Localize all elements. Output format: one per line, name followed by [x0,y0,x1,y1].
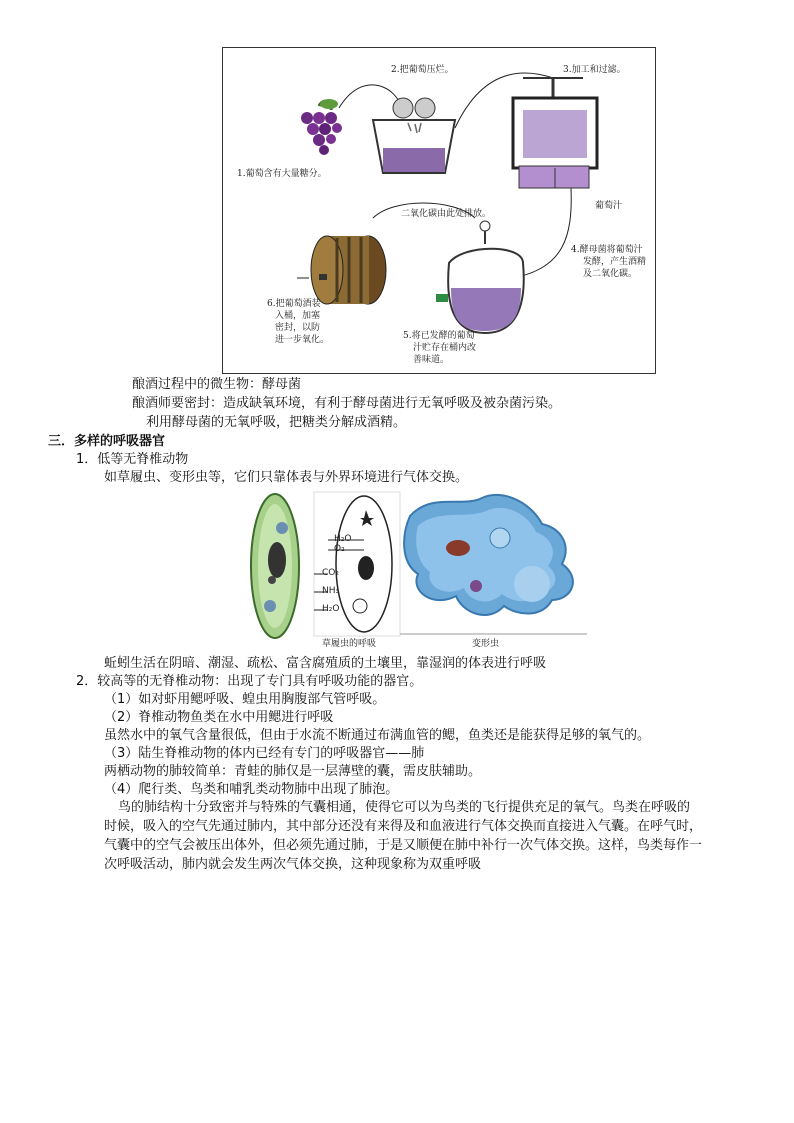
o2-label: O₂ [334,544,345,554]
step5-line1: 5.将已发酵的葡萄 [403,331,475,341]
step4-line3: 及二氧化碳。 [583,269,638,279]
step4-line1: 4.酵母菌将葡萄汁 [571,245,643,255]
yeast-line: 利用酵母菌的无氧呼吸，把糖类分解成酒精。 [146,415,407,430]
step3-caption: 3.加工和过滤。 [563,65,626,75]
h2o-label: H₂O [334,534,352,544]
protozoa-figure [242,488,587,648]
step1-caption: 1.葡萄含有大量糖分。 [237,169,327,179]
h2o-out-label: H₂O [322,604,340,614]
barrel-icon [311,236,386,304]
step6-line2: 入桶，加塞 [275,311,321,321]
amoeba-caption: 变形虫 [472,639,500,649]
sealing-line: 酿酒师要密封：造成缺氧环境，有利于酵母菌进行无氧呼吸及被杂菌污染。 [132,396,562,411]
subheading-2: 2．较高等的无脊椎动物：出现了专门具有呼吸功能的器官。 [76,674,423,689]
wine-press-icon [513,78,597,188]
winemaking-figure [222,47,656,374]
juice-caption: 葡萄汁 [595,201,623,211]
step4-line2: 发酵，产生酒精 [583,257,647,267]
co2-caption: 二氧化碳由此处排放。 [401,209,492,219]
paramecium-respiration-diagram [314,492,400,636]
step6-line4: 进一步氧化。 [275,335,330,345]
bird-para-line4: 次呼吸活动，肺内就会发生两次气体交换，这种现象称为双重呼吸 [104,857,482,872]
fish-text: 虽然水中的氧气含量很低，但由于水流不断通过布满血管的鳃，鱼类还是能获得足够的氧气的。 [104,728,651,743]
microorganism-line: 酿酒过程中的微生物：酵母菌 [132,377,302,392]
step5-line3: 善味道。 [413,355,450,365]
lower-invertebrate-text: 如草履虫、变形虫等，它们只靠体表与外界环境进行气体交换。 [104,470,469,485]
crusher-icon [373,98,455,173]
step2-caption: 2.把葡萄压烂。 [391,65,454,75]
paramecium-icon [251,494,299,638]
amphibian-text: 两栖动物的肺较简单：青蛙的肺仅是一层薄壁的囊，需皮肤辅助。 [104,764,482,779]
point-3: （3）陆生脊椎动物的体内已经有专门的呼吸器官——肺 [104,746,425,761]
point-1: （1）如对虾用鳃呼吸、蝗虫用胸腹部气管呼吸。 [104,692,386,707]
paramecium-caption: 草履虫的呼吸 [322,639,377,649]
step6-line3: 密封，以防 [275,323,321,333]
point-2: （2）脊椎动物鱼类在水中用鳃进行呼吸 [104,710,334,725]
step5-line2: 汁贮存在桶内改 [413,343,477,353]
grapes-icon [301,99,342,155]
co2-label: CO₂ [322,568,339,578]
bird-para-line2: 时候，吸入的空气先通过肺内，其中部分还没有来得及和血液进行气体交换而直接进入气囊。在呼气时， [104,819,703,834]
step6-line1: 6.把葡萄酒装 [267,299,321,309]
subheading-1: 1．低等无脊椎动物 [76,452,189,467]
bird-para-line1: 鸟的肺结构十分致密并与特殊的气囊相通，使得它可以为鸟类的飞行提供充足的氧气。鸟类在呼吸的 [118,800,691,815]
point-4: （4）爬行类、鸟类和哺乳类动物肺中出现了肺泡。 [104,782,399,797]
bird-para-line3: 气囊中的空气会被压出体外，但必须先通过肺，于是又顺便在肺中补行一次气体交换。这样，鸟类每作一 [104,838,703,853]
nh3-label: NH₃ [322,586,340,596]
section-heading: 三．多样的呼吸器官 [48,434,166,449]
earthworm-text: 蚯蚓生活在阴暗、潮湿、疏松、富含腐殖质的土壤里，靠湿润的体表进行呼吸 [104,656,547,671]
fermenter-icon [436,221,524,333]
amoeba-icon [404,495,573,615]
protozoa-illustration [242,488,587,648]
